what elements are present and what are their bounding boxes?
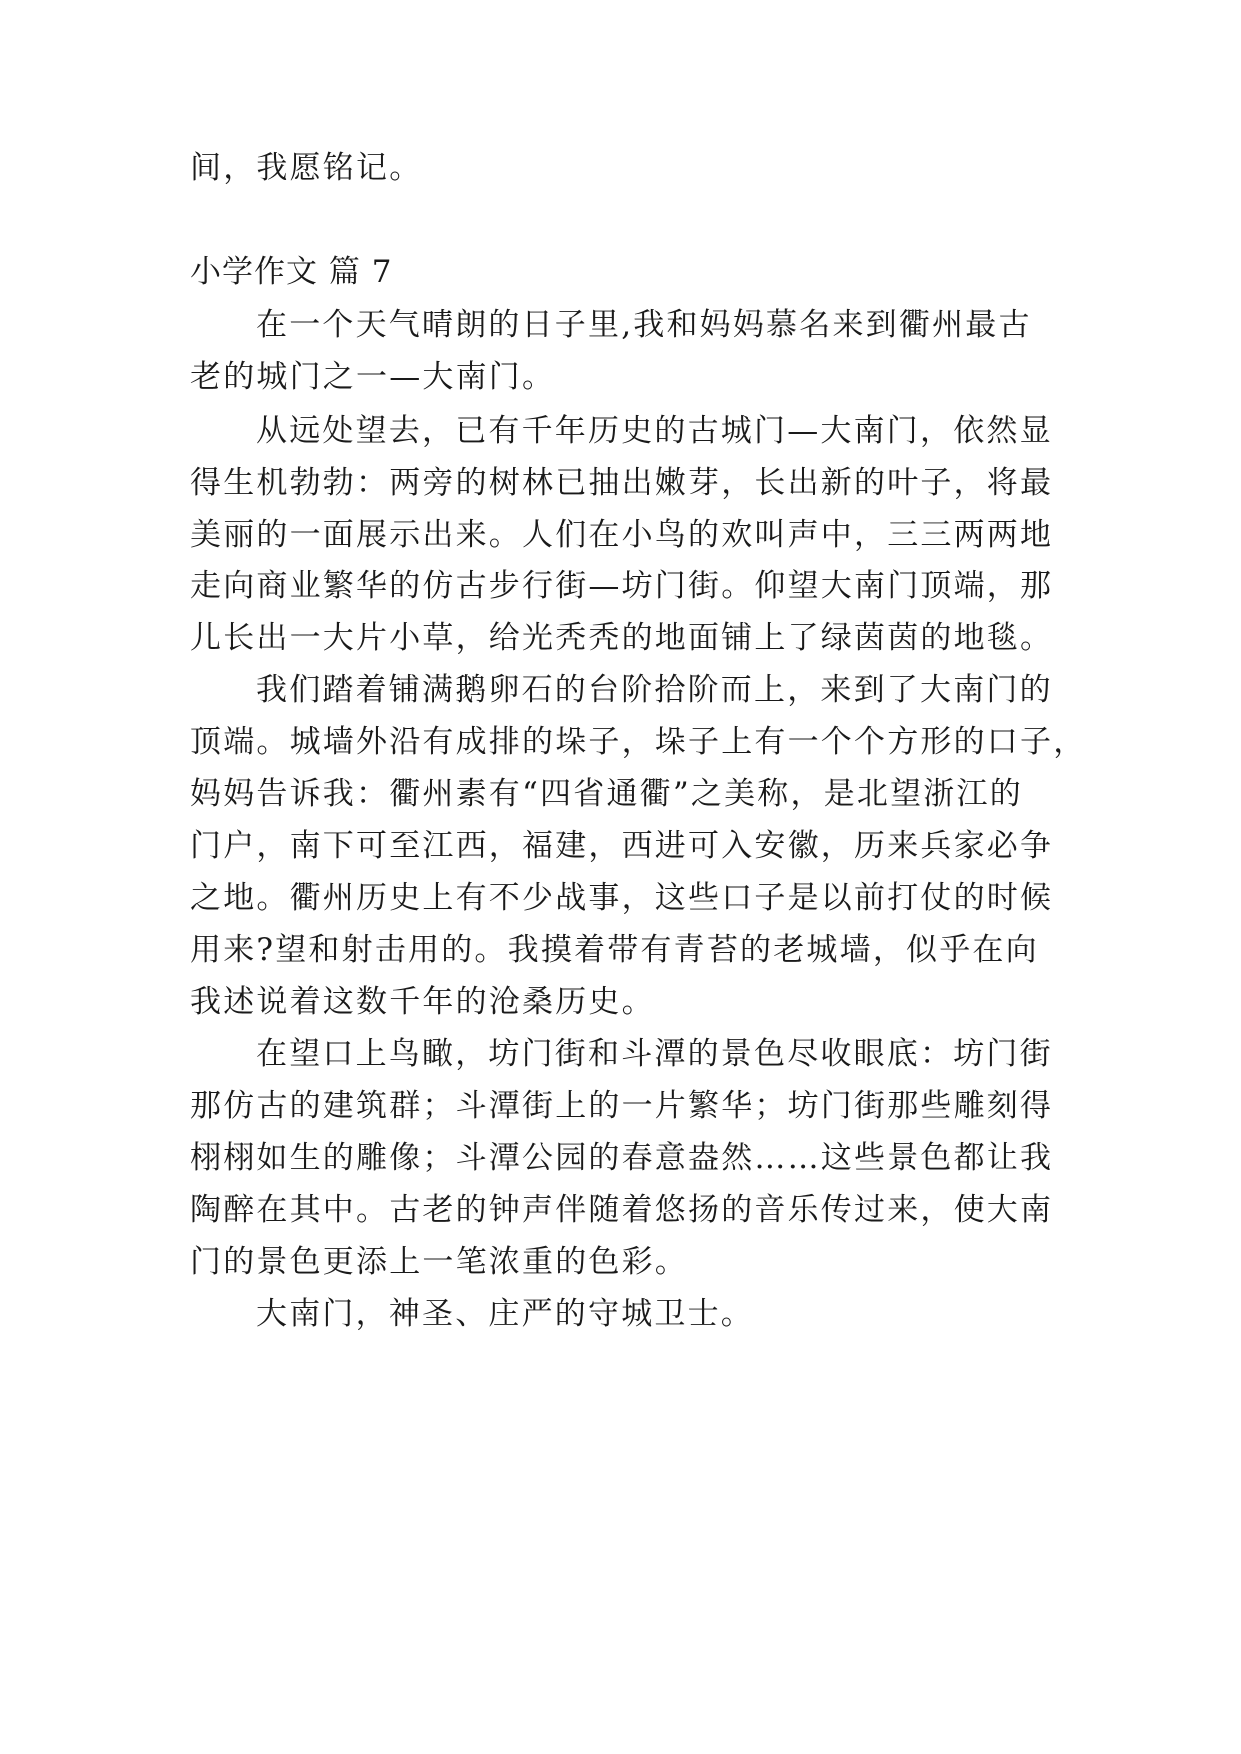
- paragraph-2-line-1: 从远处望去，已有千年历史的古城门—大南门，依然显: [256, 413, 1053, 449]
- paragraph-3-line-2: 顶端。城墙外沿有成排的垛子，垛子上有一个个方形的口子，: [190, 724, 1087, 760]
- paragraph-4-line-2: 那仿古的建筑群；斗潭街上的一片繁华；坊门街那些雕刻得: [190, 1088, 1054, 1124]
- paragraph-2-line-4: 走向商业繁华的仿古步行街—坊门街。仰望大南门顶端，那: [190, 568, 1054, 604]
- paragraph-3-line-7: 我述说着这数千年的沧桑历史。: [190, 984, 655, 1020]
- paragraph-1-line-1: 在一个天气晴朗的日子里,我和妈妈慕名来到衢州最古: [256, 307, 1032, 343]
- paragraph-2-line-2: 得生机勃勃：两旁的树林已抽出嫩芽，长出新的叶子，将最: [190, 465, 1054, 501]
- paragraph-4-line-5: 门的景色更添上一笔浓重的色彩。: [190, 1244, 688, 1280]
- paragraph-4-line-3: 栩栩如生的雕像；斗潭公园的春意盎然……这些景色都让我: [190, 1140, 1054, 1176]
- paragraph-3-line-4: 门户，南下可至江西，福建，西进可入安徽，历来兵家必争: [190, 828, 1054, 864]
- paragraph-2-line-3: 美丽的一面展示出来。人们在小鸟的欢叫声中，三三两两地: [190, 517, 1054, 553]
- paragraph-3-line-1: 我们踏着铺满鹅卵石的台阶拾阶而上，来到了大南门的: [256, 672, 1053, 708]
- paragraph-4-line-4: 陶醉在其中。古老的钟声伴随着悠扬的音乐传过来，使大南: [190, 1192, 1054, 1228]
- carryover-line: 间，我愿铭记。: [190, 150, 423, 186]
- paragraph-1-line-2: 老的城门之一—大南门。: [190, 359, 556, 395]
- section-title: 小学作文 篇 7: [190, 254, 393, 290]
- paragraph-2-line-5: 儿长出一大片小草，给光秃秃的地面铺上了绿茵茵的地毯。: [190, 620, 1054, 656]
- paragraph-4-line-1: 在望口上鸟瞰，坊门街和斗潭的景色尽收眼底：坊门街: [256, 1036, 1053, 1072]
- paragraph-3-line-5: 之地。衢州历史上有不少战事，这些口子是以前打仗的时候: [190, 880, 1054, 916]
- paragraph-3-line-6: 用来?望和射击用的。我摸着带有青苔的老城墙，似乎在向: [190, 932, 1039, 968]
- paragraph-3-line-3: 妈妈告诉我：衢州素有“四省通衢”之美称，是北望浙江的: [190, 776, 1023, 812]
- paragraph-5-line-1: 大南门，神圣、庄严的守城卫士。: [256, 1296, 754, 1332]
